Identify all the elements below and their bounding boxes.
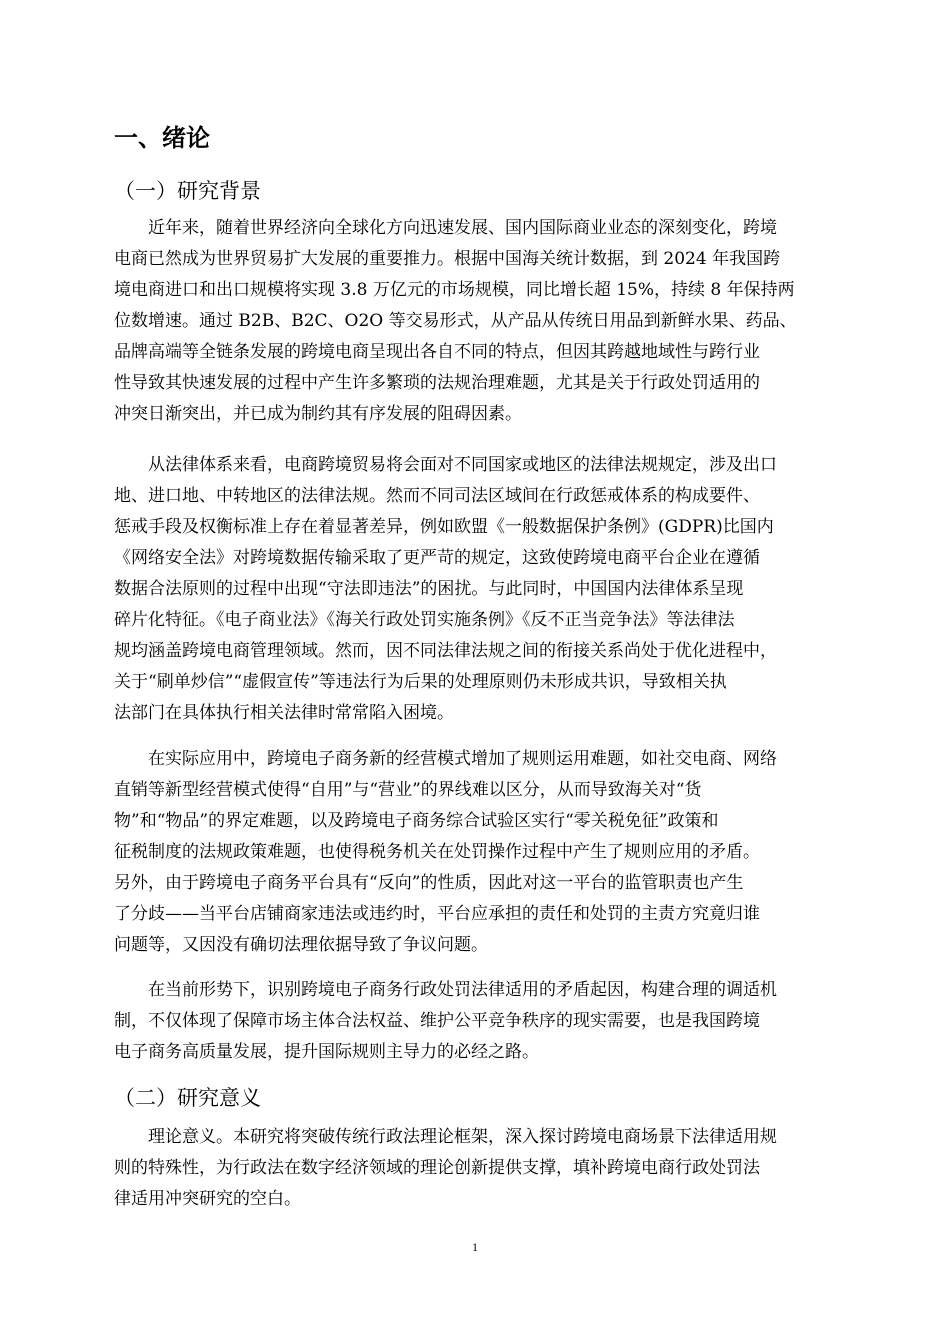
paragraph-line: 品牌高端等全链条发展的跨境电商呈现出各自不同的特点，但因其跨越地域性与跨行业 — [114, 342, 760, 362]
paragraph-line: 物”和“物品”的界定难题，以及跨境电子商务综合试验区实行“零关税免征”政策和 — [114, 811, 719, 831]
paragraph-line: 《网络安全法》对跨境数据传输采取了更严苛的规定，这致使跨境电商平台企业在遵循 — [114, 548, 760, 568]
paragraph-line: 了分歧——当平台店铺商家违法或违约时，平台应承担的责任和处罚的主责方究竟归谁 — [114, 904, 760, 924]
paragraph-line: 问题等，又因没有确切法理依据导致了争议问题。 — [114, 935, 488, 955]
paragraph-line: 地、进口地、中转地区的法律法规。然而不同司法区域间在行政惩戒体系的构成要件、 — [114, 486, 760, 506]
paragraph-line: 律适用冲突研究的空白。 — [114, 1189, 301, 1209]
paragraph-line: 碎片化特征。《电子商业法》《海关行政处罚实施条例》《反不正当竞争法》等法律法 — [114, 610, 735, 630]
paragraph-line: 理论意义。本研究将突破传统行政法理论框架，深入探讨跨境电商场景下法律适用规 — [148, 1127, 777, 1147]
paragraph-line: 关于“刷单炒信”“虚假宣传”等违法行为后果的处理原则仍未形成共识，导致相关执 — [114, 672, 727, 692]
page-number: 1 — [472, 1240, 478, 1254]
paragraph-line: 另外，由于跨境电子商务平台具有“反向”的性质，因此对这一平台的监管职责也产生 — [114, 873, 744, 893]
paragraph-line: 从法律体系来看，电商跨境贸易将会面对不同国家或地区的法律法规规定，涉及出口 — [148, 455, 777, 475]
paragraph-line: 在当前形势下，识别跨境电子商务行政处罚法律适用的矛盾起因，构建合理的调适机 — [148, 980, 777, 1000]
paragraph-line: 性导致其快速发展的过程中产生许多繁琐的法规治理难题，尤其是关于行政处罚适用的 — [114, 373, 760, 393]
paragraph-3 — [114, 744, 840, 961]
paragraph-line: 电子商务高质量发展，提升国际规则主导力的必经之路。 — [114, 1042, 539, 1062]
section-heading-research-background: （一）研究背景 — [114, 179, 261, 203]
paragraph-line: 惩戒手段及权衡标准上存在着显著差异，例如欧盟《一般数据保护条例》(GDPR)比国内 — [114, 517, 774, 537]
paragraph-line: 直销等新型经营模式使得“自用”与“营业”的界线难以区分，从而导致海关对“货 — [114, 780, 702, 800]
paragraph-line: 在实际应用中，跨境电子商务新的经营模式增加了规则运用难题，如社交电商、网络 — [148, 749, 777, 769]
section-heading-research-significance: （二）研究意义 — [114, 1086, 261, 1110]
paragraph-line: 境电商进口和出口规模将实现 3.8 万亿元的市场规模，同比增长超 15%，持续 8 年保持两 — [114, 280, 795, 300]
paragraph-line: 位数增速。通过 B2B、B2C、O2O 等交易形式，从产品从传统日用品到新鲜水果、药品、 — [114, 311, 797, 331]
paragraph-line: 电商已然成为世界贸易扩大发展的重要推力。根据中国海关统计数据，到 2024 年我国跨 — [114, 249, 781, 269]
paragraph-line: 法部门在具体执行相关法律时常常陷入困境。 — [114, 703, 454, 723]
paragraph-line: 冲突日渐突出，并已成为制约其有序发展的阻碍因素。 — [114, 404, 522, 424]
paragraph-line: 近年来，随着世界经济向全球化方向迅速发展、国内国际商业业态的深刻变化，跨境 — [148, 218, 777, 238]
paragraph-4 — [114, 975, 840, 1068]
paragraph-line: 数据合法原则的过程中出现“守法即违法”的困扰。与此同时，中国国内法律体系呈现 — [114, 579, 744, 599]
chapter-heading: 一、绪论 — [114, 124, 210, 152]
paragraph-line: 则的特殊性，为行政法在数字经济领域的理论创新提供支撑，填补跨境电商行政处罚法 — [114, 1158, 760, 1178]
paragraph-5 — [114, 1122, 840, 1215]
paragraph-line: 规均涵盖跨境电商管理领域。然而，因不同法律法规之间的衔接关系尚处于优化进程中， — [114, 641, 777, 661]
paragraph-2 — [114, 450, 840, 729]
paragraph-1 — [114, 213, 840, 430]
paragraph-line: 征税制度的法规政策难题，也使得税务机关在处罚操作过程中产生了规则应用的矛盾。 — [114, 842, 760, 862]
paragraph-line: 制，不仅体现了保障市场主体合法权益、维护公平竞争秩序的现实需要，也是我国跨境 — [114, 1011, 760, 1031]
